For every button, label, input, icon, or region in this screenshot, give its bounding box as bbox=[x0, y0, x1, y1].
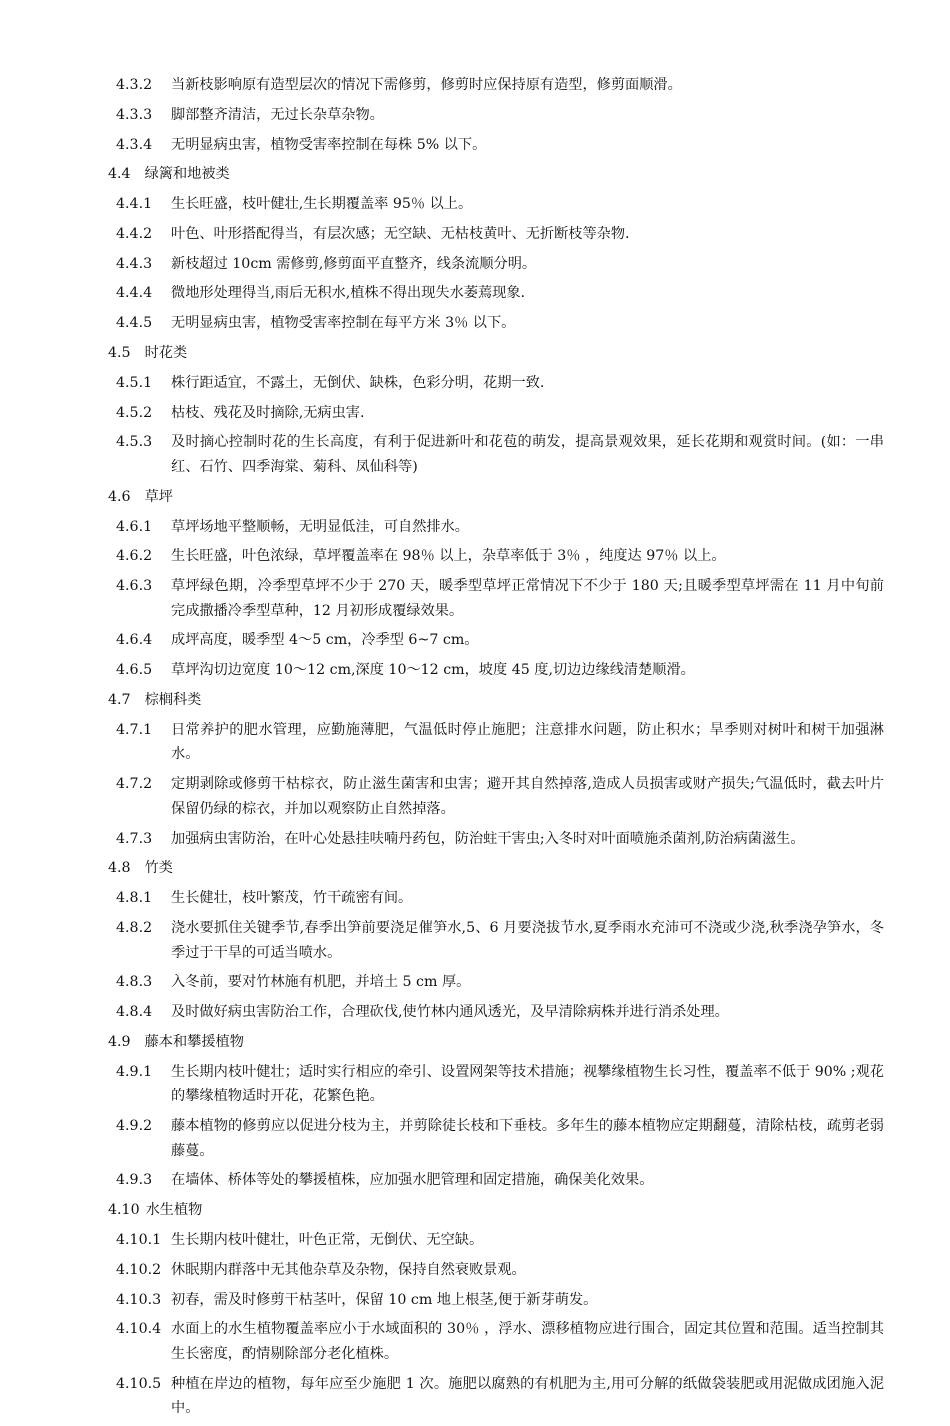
clause-item bbox=[108, 718, 884, 767]
clause-item bbox=[108, 628, 884, 653]
clause-number: 4.10.4 bbox=[116, 1321, 162, 1338]
clause-text: 生长旺盛，叶色浓绿，草坪覆盖率在 98％ 以上，杂草率低于 3％ ，纯度达 97％ 以上。 bbox=[171, 548, 726, 565]
section-heading bbox=[108, 341, 884, 366]
clause-text: 枯枝、残花及时摘除,无病虫害. bbox=[171, 404, 365, 421]
clause-text: 日常养护的肥水管理，应勤施薄肥，气温低时停止施肥；注意排水问题，防止积水；旱季则对树叶和树干加强淋水。 bbox=[171, 721, 884, 763]
clause-number: 4.4.3 bbox=[116, 255, 153, 272]
section-title: 时花类 bbox=[144, 345, 188, 362]
clause-text: 新枝超过 10cm 需修剪,修剪面平直整齐，线条流顺分明。 bbox=[171, 255, 537, 272]
clause-text: 草坪绿色期，冷季型草坪不少于 270 天，暖季型草坪正常情况下不少于 180 天;且暖季型草坪需在 11 月中旬前完成撒播冷季型草种，12 月初形成覆绿效果。 bbox=[171, 578, 884, 619]
clause-item bbox=[108, 1060, 884, 1109]
clause-item bbox=[108, 916, 884, 965]
section-number: 4.8 bbox=[108, 860, 131, 877]
clause-number: 4.10.1 bbox=[116, 1231, 162, 1248]
clause-text: 浇水要抓住关键季节,春季出笋前要浇足催笋水,5、6 月要浇拔节水,夏季雨水充沛可不浇或少浇,秋季浇孕笋水，冬季过于干旱的可适当喷水。 bbox=[171, 919, 884, 961]
clause-item bbox=[108, 103, 884, 128]
section-heading bbox=[108, 1030, 884, 1055]
clause-number: 4.10.3 bbox=[116, 1291, 162, 1308]
clause-number: 4.6.2 bbox=[116, 548, 153, 565]
clause-number: 4.6.4 bbox=[116, 632, 153, 649]
document-body bbox=[108, 73, 884, 1426]
clause-text: 入冬前，要对竹林施有机肥，并培土 5 cm 厚。 bbox=[171, 974, 471, 991]
clause-item bbox=[108, 886, 884, 911]
clause-item bbox=[108, 827, 884, 852]
clause-text: 无明显病虫害，植物受害率控制在每株 5% 以下。 bbox=[171, 136, 487, 153]
clause-item bbox=[108, 1288, 884, 1313]
clause-item bbox=[108, 1372, 884, 1421]
clause-text: 生长期内枝叶健壮；适时实行相应的牵引、设置网架等技术措施；视攀缘植物生长习性，覆盖率不低于 90% ;观花的攀缘植物适时开花，花繁色艳。 bbox=[171, 1063, 884, 1105]
clause-text: 成坪高度，暖季型 4～5 cm，冷季型 6~7 cm。 bbox=[171, 632, 479, 649]
clause-text: 草坪沟切边宽度 10～12 cm,深度 10～12 cm，坡度 45 度,切边边缘线清楚顺滑。 bbox=[171, 662, 695, 679]
clause-item bbox=[108, 222, 884, 247]
section-title: 棕榈科类 bbox=[144, 692, 202, 709]
clause-number: 4.8.2 bbox=[116, 919, 153, 936]
clause-number: 4.8.3 bbox=[116, 974, 153, 991]
clause-item bbox=[108, 544, 884, 569]
clause-text: 无明显病虫害，植物受害率控制在每平方米 3％ 以下。 bbox=[171, 315, 516, 332]
clause-item bbox=[108, 772, 884, 821]
clause-text: 草坪场地平整顺畅，无明显低洼，可自然排水。 bbox=[171, 518, 469, 535]
section-title: 竹类 bbox=[144, 860, 173, 877]
clause-item bbox=[108, 311, 884, 336]
clause-item bbox=[108, 133, 884, 158]
clause-text: 生长期内枝叶健壮，叶色正常，无倒伏、无空缺。 bbox=[171, 1231, 484, 1248]
clause-number: 4.7.2 bbox=[116, 776, 153, 793]
clause-text: 株行距适宜，不露土，无倒伏、缺株，色彩分明，花期一致. bbox=[171, 374, 545, 391]
section-heading bbox=[108, 162, 884, 187]
clause-item bbox=[108, 1258, 884, 1283]
clause-item bbox=[108, 192, 884, 217]
clause-text: 休眠期内群落中无其他杂草及杂物，保持自然衰败景观。 bbox=[171, 1261, 526, 1278]
clause-item bbox=[108, 1114, 884, 1163]
section-number: 4.7 bbox=[108, 692, 131, 709]
clause-item bbox=[108, 1228, 884, 1253]
clause-text: 加强病虫害防治，在叶心处悬挂呋喃丹药包，防治蛀干害虫;入冬时对叶面喷施杀菌剂,防治病菌滋生。 bbox=[171, 830, 805, 847]
clause-text: 藤本植物的修剪应以促进分枝为主，并剪除徒长枝和下垂枝。多年生的藤本植物应定期翻蔓，清除枯枝，疏剪老弱藤蔓。 bbox=[171, 1118, 884, 1159]
clause-number: 4.9.1 bbox=[116, 1063, 153, 1080]
section-title: 水生植物 bbox=[145, 1202, 203, 1219]
clause-number: 4.6.3 bbox=[116, 578, 153, 595]
clause-number: 4.10.5 bbox=[116, 1375, 162, 1392]
clause-number: 4.4.1 bbox=[116, 196, 153, 213]
clause-number: 4.9.3 bbox=[116, 1172, 153, 1189]
clause-item bbox=[108, 574, 884, 623]
section-number: 4.5 bbox=[108, 345, 131, 362]
clause-item bbox=[108, 970, 884, 995]
section-heading bbox=[108, 1198, 884, 1223]
clause-text: 当新枝影响原有造型层次的情况下需修剪，修剪时应保持原有造型，修剪面顺滑。 bbox=[171, 77, 682, 93]
clause-text: 脚部整齐清洁，无过长杂草杂物。 bbox=[171, 106, 384, 123]
clause-item bbox=[108, 281, 884, 306]
clause-number: 4.4.2 bbox=[116, 225, 153, 242]
clause-text: 微地形处理得当,雨后无积水,植株不得出现失水萎蔫现象. bbox=[171, 285, 526, 302]
clause-number: 4.5.3 bbox=[116, 434, 153, 451]
section-heading bbox=[108, 485, 884, 510]
clause-number: 4.6.5 bbox=[116, 662, 153, 679]
clause-item bbox=[108, 73, 884, 98]
clause-number: 4.5.2 bbox=[116, 404, 153, 421]
clause-item bbox=[108, 401, 884, 426]
section-number: 4.4 bbox=[108, 166, 131, 183]
clause-item bbox=[108, 371, 884, 396]
section-heading bbox=[108, 688, 884, 713]
clause-number: 4.3.3 bbox=[116, 106, 153, 123]
clause-text: 生长旺盛，枝叶健壮,生长期覆盖率 95％ 以上。 bbox=[171, 196, 473, 213]
clause-text: 及时摘心控制时花的生长高度，有利于促进新叶和花苞的萌发，提高景观效果，延长花期和观赏时间。(如：一串红、石竹、四季海棠、菊科、凤仙科等) bbox=[171, 434, 884, 475]
clause-item bbox=[108, 252, 884, 277]
clause-text: 在墙体、桥体等处的攀援植株，应加强水肥管理和固定措施，确保美化效果。 bbox=[171, 1172, 654, 1189]
clause-number: 4.4.4 bbox=[116, 285, 153, 302]
clause-text: 定期剥除或修剪干枯棕衣，防止滋生菌害和虫害；避开其自然掉落,造成人员损害或财产损失;气温低时，截去叶片保留仍绿的棕衣，并加以观察防止自然掉落。 bbox=[171, 776, 884, 817]
clause-number: 4.3.2 bbox=[116, 77, 153, 93]
clause-item bbox=[108, 430, 884, 479]
section-title: 绿篱和地被类 bbox=[144, 166, 230, 183]
clause-number: 4.4.5 bbox=[116, 315, 153, 332]
clause-text: 初春，需及时修剪干枯茎叶，保留 10 cm 地上根茎,便于新芽萌发。 bbox=[171, 1291, 598, 1308]
section-number: 4.9 bbox=[108, 1033, 131, 1050]
clause-item bbox=[108, 1317, 884, 1366]
clause-number: 4.7.1 bbox=[116, 721, 153, 738]
clause-number: 4.8.4 bbox=[116, 1004, 153, 1021]
section-title: 藤本和攀援植物 bbox=[144, 1033, 244, 1050]
clause-item bbox=[108, 515, 884, 540]
clause-text: 生长健壮，枝叶繁茂，竹干疏密有间。 bbox=[171, 890, 413, 907]
clause-item bbox=[108, 658, 884, 683]
section-heading bbox=[108, 856, 884, 881]
clause-number: 4.9.2 bbox=[116, 1118, 153, 1134]
clause-item bbox=[108, 1168, 884, 1193]
clause-number: 4.10.2 bbox=[116, 1261, 162, 1278]
section-title: 草坪 bbox=[144, 488, 173, 505]
clause-text: 叶色、叶形搭配得当，有层次感；无空缺、无枯枝黄叶、无折断枝等杂物. bbox=[171, 225, 630, 242]
clause-number: 4.6.1 bbox=[116, 518, 153, 535]
clause-number: 4.5.1 bbox=[116, 374, 153, 391]
clause-number: 4.3.4 bbox=[116, 136, 153, 153]
clause-number: 4.8.1 bbox=[116, 890, 153, 907]
clause-text: 水面上的水生植物覆盖率应小于水域面积的 30％ ，浮水、漂移植物应进行围合，固定其位置和范围。适当控制其生长密度，酌情剔除部分老化植株。 bbox=[171, 1321, 884, 1362]
clause-text: 种植在岸边的植物，每年应至少施肥 1 次。施肥以腐熟的有机肥为主,用可分解的纸做袋装肥或用泥做成团施入泥中。 bbox=[171, 1375, 884, 1417]
clause-item bbox=[108, 1000, 884, 1025]
clause-text: 及时做好病虫害防治工作，合理砍伐,使竹林内通风透光，及早清除病株并进行消杀处理。 bbox=[171, 1004, 729, 1021]
section-number: 4.6 bbox=[108, 488, 131, 505]
clause-number: 4.7.3 bbox=[116, 830, 153, 847]
section-number: 4.10 bbox=[108, 1202, 140, 1219]
